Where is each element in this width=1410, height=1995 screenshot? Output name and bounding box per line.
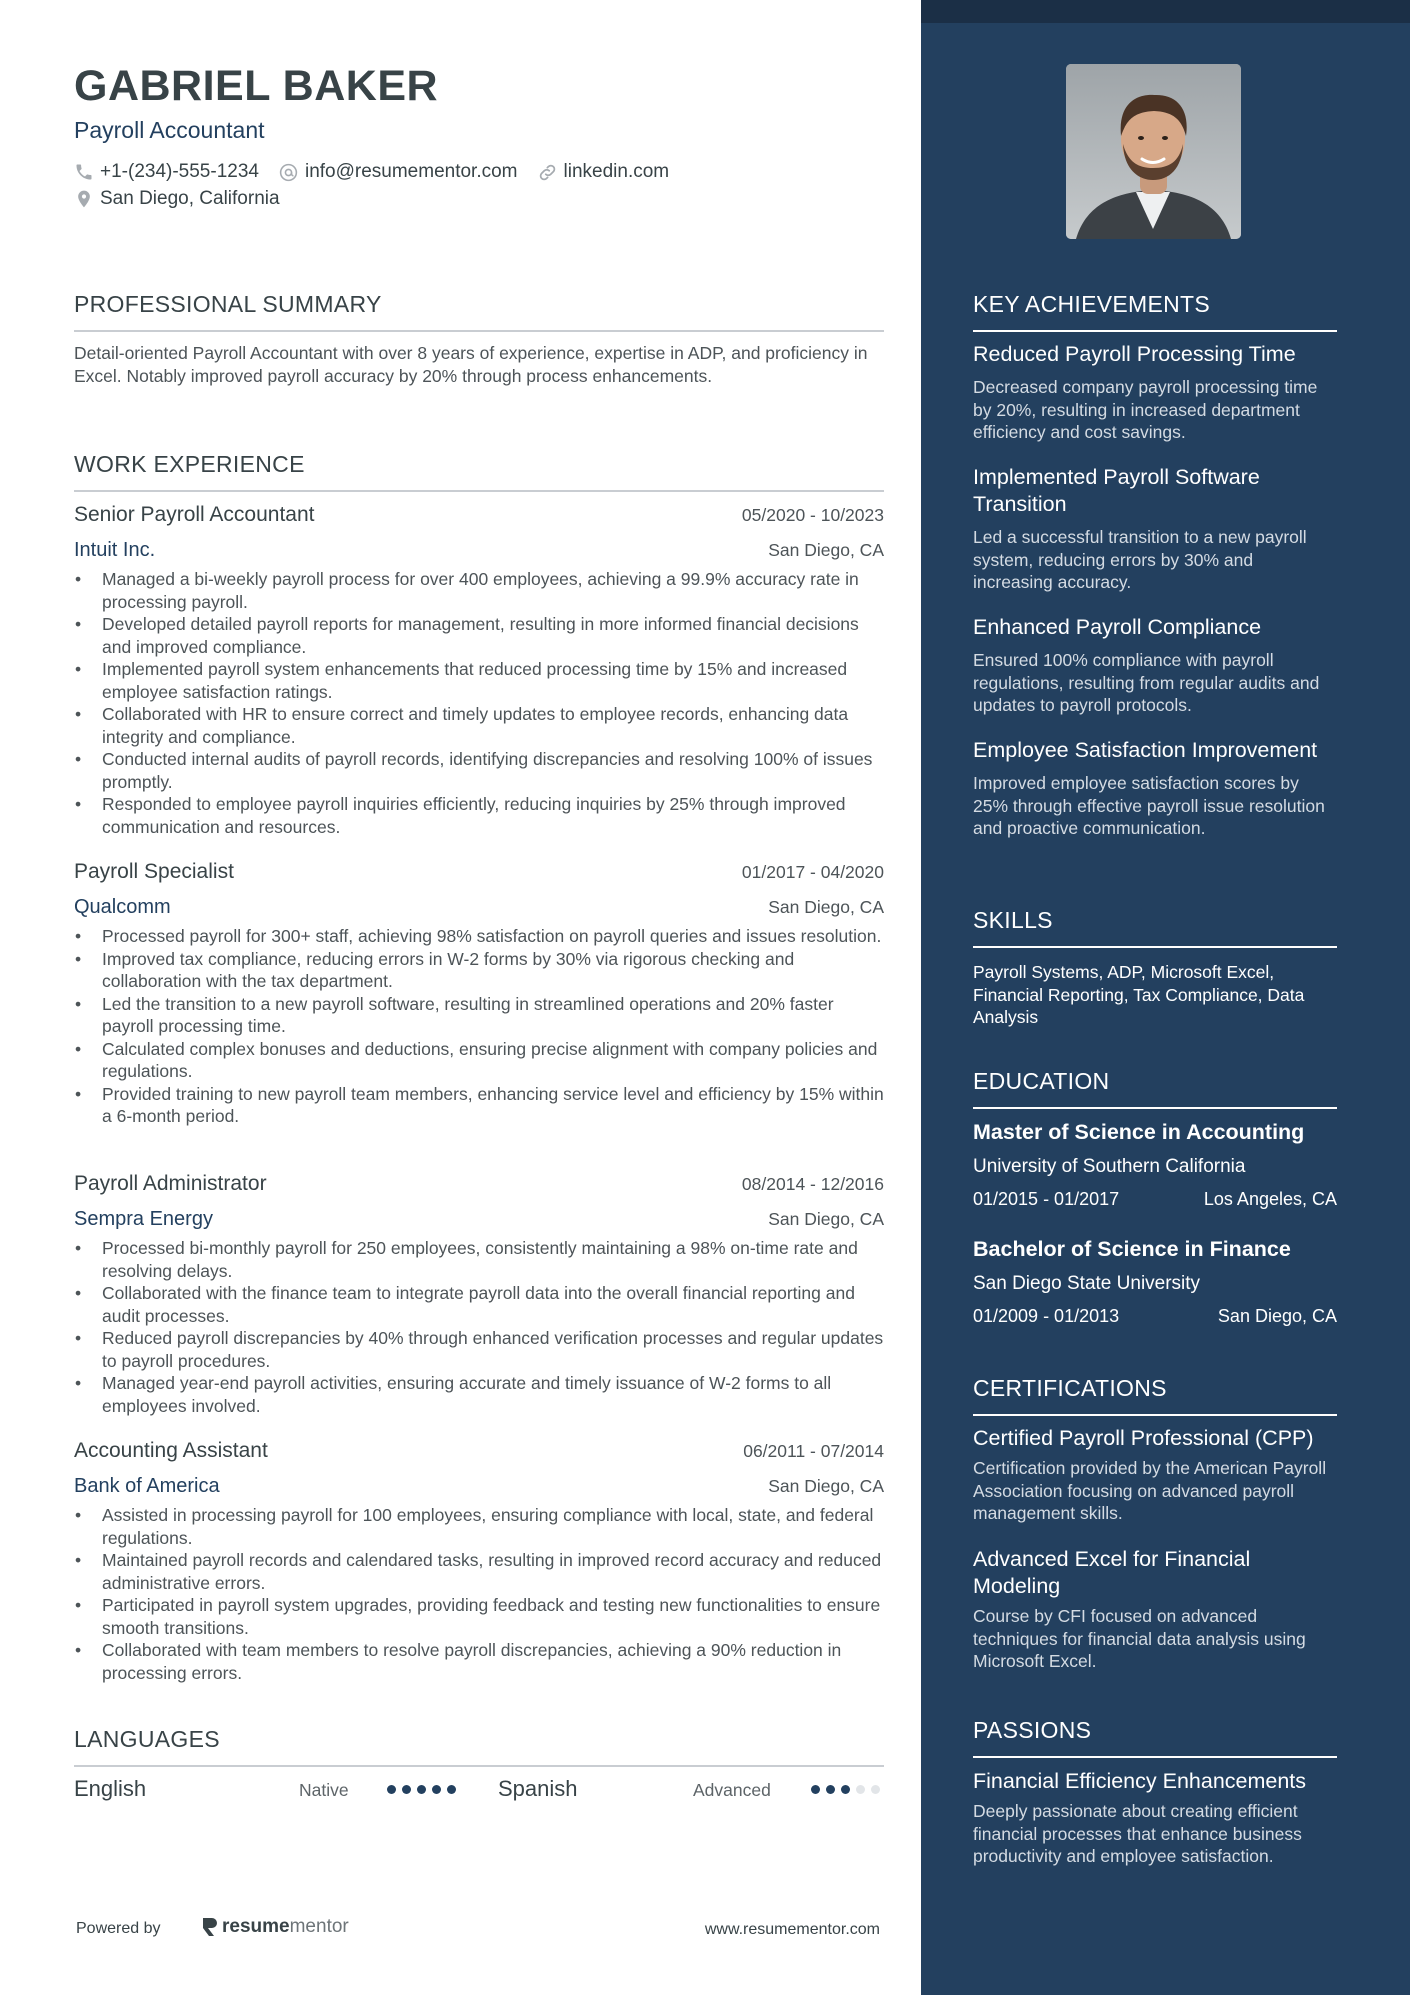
sidebar-top-band (921, 0, 1410, 23)
experience-heading: WORK EXPERIENCE (74, 451, 884, 492)
job-bullet: • Collaborated with team members to resolve payroll discrepancies, achieving a 90% reduction in processing errors. (74, 1639, 884, 1684)
job-bullet: • Collaborated with the finance team to integrate payroll data into the overall financial reporting and audit processes. (74, 1282, 884, 1327)
rating-dot-filled (826, 1785, 835, 1794)
job-bullets (74, 568, 884, 838)
linkedin-text: linkedin.com (563, 161, 670, 182)
job-role: Accounting Assistant (74, 1439, 268, 1462)
certification-item (973, 1546, 1337, 1673)
sidebar (921, 0, 1410, 1995)
candidate-title: Payroll Accountant (74, 117, 265, 143)
contact-email[interactable] (278, 161, 518, 183)
rating-dot-filled (402, 1785, 411, 1794)
education-school: University of Southern California (973, 1156, 1246, 1177)
summary-heading: PROFESSIONAL SUMMARY (74, 291, 884, 332)
job-company: Qualcomm (74, 896, 171, 918)
rating-dot-empty (871, 1785, 880, 1794)
education-school: San Diego State University (973, 1273, 1201, 1294)
footer (76, 1914, 880, 1944)
certification-title: Advanced Excel for Financial Modeling (973, 1547, 1251, 1598)
job-bullets (74, 1504, 884, 1684)
achievement-desc: Improved employee satisfaction scores by 25% through effective payroll issue resolution and proactive communication. (973, 773, 1325, 838)
candidate-name: GABRIEL BAKER (74, 62, 439, 110)
achievement-item (973, 737, 1337, 840)
job-bullets (74, 1237, 884, 1417)
job-company: Sempra Energy (74, 1208, 213, 1230)
job-bullet: • Processed bi-monthly payroll for 250 employees, consistently maintaining a 98% on-time rate and resolving delays. (74, 1237, 884, 1282)
job-role: Payroll Specialist (74, 860, 234, 883)
job-dates: 08/2014 - 12/2016 (741, 1174, 884, 1194)
job-location: San Diego, CA (768, 1476, 884, 1496)
link-icon (537, 162, 558, 183)
achievement-title: Reduced Payroll Processing Time (973, 342, 1296, 366)
resumementor-logo-icon (200, 1917, 218, 1937)
education-dates: 01/2009 - 01/2013 (973, 1306, 1120, 1326)
passion-desc: Deeply passionate about creating efficient financial processes that enhance business productivity and employee satisfaction. (973, 1801, 1302, 1866)
profile-photo (1066, 64, 1241, 239)
contact-linkedin[interactable] (537, 161, 670, 183)
job-dates: 01/2017 - 04/2020 (741, 862, 884, 882)
education-location: Los Angeles, CA (1203, 1189, 1337, 1209)
education-item (973, 1237, 1337, 1327)
job-bullets (74, 925, 884, 1128)
certifications-heading: CERTIFICATIONS (973, 1375, 1337, 1416)
job-bullet: • Maintained payroll records and calendared tasks, resulting in improved record accuracy and reduced administrative errors. (74, 1549, 884, 1594)
achievement-title: Enhanced Payroll Compliance (973, 615, 1262, 639)
education-location: San Diego, CA (1217, 1306, 1337, 1326)
job-bullet: • Responded to employee payroll inquiries efficiently, reducing inquiries by 25% through improved communication and resources. (74, 793, 884, 838)
job-location: San Diego, CA (768, 540, 884, 560)
rating-dot-filled (432, 1785, 441, 1794)
job-bullet: • Improved tax compliance, reducing errors in W-2 forms by 30% via rigorous checking and collaboration with the tax department. (74, 948, 884, 993)
certification-item (973, 1425, 1337, 1525)
job-role: Senior Payroll Accountant (74, 503, 315, 526)
achievements-heading: KEY ACHIEVEMENTS (973, 291, 1337, 332)
job-bullet: • Assisted in processing payroll for 100 employees, ensuring compliance with local, state, and federal regulations. (74, 1504, 884, 1549)
job-role: Payroll Administrator (74, 1172, 267, 1195)
achievement-item (973, 464, 1337, 594)
powered-by-label: Powered by (76, 1920, 161, 1937)
rating-dot-filled (841, 1785, 850, 1794)
passion-item (973, 1768, 1337, 1868)
education-item (973, 1120, 1337, 1210)
achievement-desc: Led a successful transition to a new payroll system, reducing errors by 30% and increasing accuracy. (973, 527, 1307, 592)
at-icon (278, 162, 299, 183)
job-bullet: • Calculated complex bonuses and deductions, ensuring precise alignment with company policies and regulations. (74, 1038, 884, 1083)
skills-heading: SKILLS (973, 907, 1337, 948)
job-bullet: • Processed payroll for 300+ staff, achieving 98% satisfaction on payroll queries and issues resolution. (74, 925, 884, 948)
job-bullet: • Developed detailed payroll reports for management, resulting in more informed financial decisions and improved compliance. (74, 613, 884, 658)
location-pin-icon (74, 189, 94, 209)
certification-desc: Certification provided by the American Payroll Association focusing on advanced payroll management skills. (973, 1458, 1327, 1523)
achievement-desc: Decreased company payroll processing time by 20%, resulting in increased department efficiency and cost savings. (973, 377, 1318, 442)
footer-website[interactable]: www.resumementor.com (704, 1921, 880, 1938)
avatar (1066, 64, 1241, 239)
language-name: Spanish (498, 1776, 578, 1801)
rating-dot-filled (447, 1785, 456, 1794)
job-bullet: • Participated in payroll system upgrades, providing feedback and testing new functionalities to ensure smooth transitions. (74, 1594, 884, 1639)
education-degree: Master of Science in Accounting (973, 1120, 1305, 1144)
job-dates: 05/2020 - 10/2023 (741, 505, 884, 525)
rating-dot-empty (856, 1785, 865, 1794)
language-level: Advanced (693, 1780, 771, 1800)
job-bullet: • Provided training to new payroll team members, enhancing service level and efficiency by 15% within a 6-month period. (74, 1083, 884, 1128)
job-bullet: • Conducted internal audits of payroll records, identifying discrepancies and resolving 100% of issues promptly. (74, 748, 884, 793)
education-heading: EDUCATION (973, 1068, 1337, 1109)
job-bullet: • Reduced payroll discrepancies by 40% through enhanced verification processes and regular updates to payroll procedures. (74, 1327, 884, 1372)
job-bullet: • Managed year-end payroll activities, ensuring accurate and timely issuance of W-2 forms to all employees involved. (74, 1372, 884, 1417)
phone-icon (74, 162, 94, 182)
job-entry (74, 503, 884, 838)
education-dates: 01/2015 - 01/2017 (973, 1189, 1120, 1209)
summary-text: Detail-oriented Payroll Accountant with over 8 years of experience, expertise in ADP, and proficiency in Excel. Notably improved payroll accuracy by 20% through process enhancements. (74, 343, 868, 386)
email-text: info@resumementor.com (304, 161, 518, 182)
achievement-title: Implemented Payroll Software Transition (973, 465, 1260, 516)
contact-row (74, 161, 688, 183)
brand-light: mentor (289, 1916, 349, 1937)
language-rating (387, 1785, 462, 1794)
job-bullet: • Collaborated with HR to ensure correct and timely updates to employee records, enhancing data integrity and compliance. (74, 703, 884, 748)
job-location: San Diego, CA (768, 1209, 884, 1229)
passions-heading: PASSIONS (973, 1717, 1337, 1758)
job-entry (74, 860, 884, 1128)
job-location: San Diego, CA (768, 897, 884, 917)
passion-title: Financial Efficiency Enhancements (973, 1769, 1307, 1793)
skills-list (973, 961, 1337, 1029)
skills-text: Payroll Systems, ADP, Microsoft Excel, Financial Reporting, Tax Compliance, Data Analysis (973, 962, 1305, 1027)
certification-title: Certified Payroll Professional (CPP) (973, 1426, 1314, 1450)
achievement-desc: Ensured 100% compliance with payroll regulations, resulting from regular audits and updates to payroll protocols. (973, 650, 1320, 715)
job-bullet: • Implemented payroll system enhancements that reduced processing time by 15% and increased employee satisfaction ratings. (74, 658, 884, 703)
brand-bold: resume (222, 1916, 290, 1937)
location-text: San Diego, California (100, 188, 280, 209)
location-row (74, 188, 299, 210)
phone-text: +1-(234)-555-1234 (100, 161, 259, 182)
contact-phone[interactable] (74, 161, 259, 183)
job-company: Bank of America (74, 1475, 220, 1497)
language-name: English (74, 1776, 147, 1801)
achievement-item (973, 341, 1337, 444)
languages-row (74, 1776, 884, 1806)
certification-desc: Course by CFI focused on advanced techniques for financial data analysis using Microsoft Excel. (973, 1606, 1306, 1671)
job-bullet: • Led the transition to a new payroll software, resulting in streamlined operations and 20% faster payroll processing time. (74, 993, 884, 1038)
education-degree: Bachelor of Science in Finance (973, 1237, 1291, 1261)
rating-dot-filled (387, 1785, 396, 1794)
contact-location (74, 188, 280, 210)
achievement-title: Employee Satisfaction Improvement (973, 738, 1318, 762)
job-entry (74, 1172, 884, 1417)
languages-heading: LANGUAGES (74, 1726, 884, 1767)
job-bullet: • Managed a bi-weekly payroll process for over 400 employees, achieving a 99.9% accuracy rate in processing payroll. (74, 568, 884, 613)
job-entry (74, 1439, 884, 1684)
job-dates: 06/2011 - 07/2014 (743, 1441, 884, 1461)
rating-dot-filled (417, 1785, 426, 1794)
language-level: Native (299, 1780, 349, 1800)
job-company: Intuit Inc. (74, 539, 156, 561)
achievement-item (973, 614, 1337, 717)
language-rating (811, 1785, 886, 1794)
rating-dot-filled (811, 1785, 820, 1794)
brand-logo[interactable] (200, 1916, 349, 1938)
